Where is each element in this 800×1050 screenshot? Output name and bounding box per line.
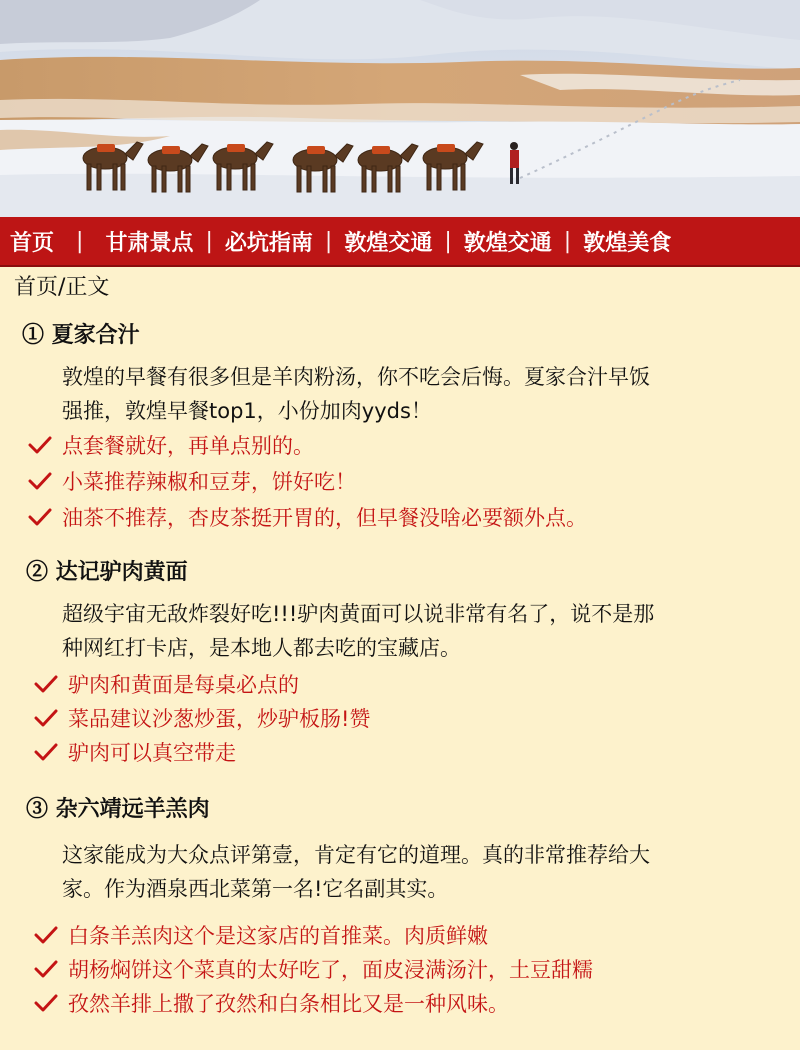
tip-text: 点套餐就好，再单点别的。 <box>62 434 314 458</box>
tip-item <box>34 988 509 1018</box>
tip-item <box>28 466 356 496</box>
check-icon <box>34 674 58 694</box>
check-icon <box>34 925 58 945</box>
nav-item-dunhuang-transport-2[interactable]: 敦煌交通 <box>463 230 552 256</box>
section-description <box>62 838 752 906</box>
check-icon <box>28 471 52 491</box>
section-title: ① 夏家合汁 <box>22 322 140 348</box>
nav-separator: | <box>324 228 333 254</box>
tip-item <box>28 430 314 460</box>
check-icon <box>28 507 52 527</box>
nav-item-dunhuang-transport[interactable]: 敦煌交通 <box>344 230 433 256</box>
description-line: 家。作为酒泉西北菜第一名!它名副其实。 <box>62 877 449 901</box>
tip-item <box>34 703 370 733</box>
description-line: 种网红打卡店，是本地人都去吃的宝藏店。 <box>62 636 461 660</box>
nav-item-gansu-attractions[interactable]: 甘肃景点 <box>105 230 194 256</box>
tip-text: 胡杨焖饼这个菜真的太好吃了，面皮浸满汤汁，土豆甜糯 <box>68 958 593 982</box>
section-description <box>62 597 752 665</box>
nav-separator: | <box>76 228 84 254</box>
section-title: ② 达记驴肉黄面 <box>26 559 188 585</box>
check-icon <box>34 742 58 762</box>
section-title: ③ 杂六靖远羊羔肉 <box>26 796 210 822</box>
description-line: 超级宇宙无敌炸裂好吃!!!驴肉黄面可以说非常有名了，说不是那 <box>62 602 655 626</box>
tip-text: 孜然羊排上撒了孜然和白条相比又是一种风味。 <box>68 992 509 1016</box>
tip-text: 菜品建议沙葱炒蛋，炒驴板肠!赞 <box>68 707 371 731</box>
check-icon <box>28 435 52 455</box>
tip-item <box>34 954 593 984</box>
tip-item <box>34 920 488 950</box>
check-icon <box>34 708 58 728</box>
nav-item-dunhuang-food[interactable]: 敦煌美食 <box>583 230 672 256</box>
nav-separator: | <box>444 228 452 254</box>
tip-text: 油茶不推荐，杏皮茶挺开胃的，但早餐没啥必要额外点。 <box>62 506 587 530</box>
tip-text: 驴肉可以真空带走 <box>68 741 236 765</box>
breadcrumb[interactable]: 首页/正文 <box>14 275 110 300</box>
section-description <box>62 360 752 428</box>
tip-item <box>34 669 299 699</box>
check-icon <box>34 959 58 979</box>
description-line: 强推，敦煌早餐top1，小份加肉yyds！ <box>62 399 432 423</box>
nav-separator: | <box>205 228 213 254</box>
tip-item <box>28 502 587 532</box>
tip-item <box>34 737 236 767</box>
tip-text: 小菜推荐辣椒和豆芽，饼好吃！ <box>62 470 356 494</box>
nav-separator: | <box>563 228 572 254</box>
tip-text: 白条羊羔肉这个是这家店的首推菜。肉质鲜嫩 <box>68 924 488 948</box>
check-icon <box>34 993 58 1013</box>
hero-desert-camel-photo <box>0 0 800 217</box>
description-line: 敦煌的早餐有很多但是羊肉粉汤，你不吃会后悔。夏家合汁早饭 <box>62 365 650 389</box>
nav-item-home[interactable]: 首页 <box>10 230 55 256</box>
nav-item-pitfall-guide[interactable]: 必坑指南 <box>224 230 313 256</box>
top-nav-bar <box>0 217 800 267</box>
tip-text: 驴肉和黄面是每桌必点的 <box>68 673 299 697</box>
description-line: 这家能成为大众点评第壹，肯定有它的道理。真的非常推荐给大 <box>62 843 650 867</box>
